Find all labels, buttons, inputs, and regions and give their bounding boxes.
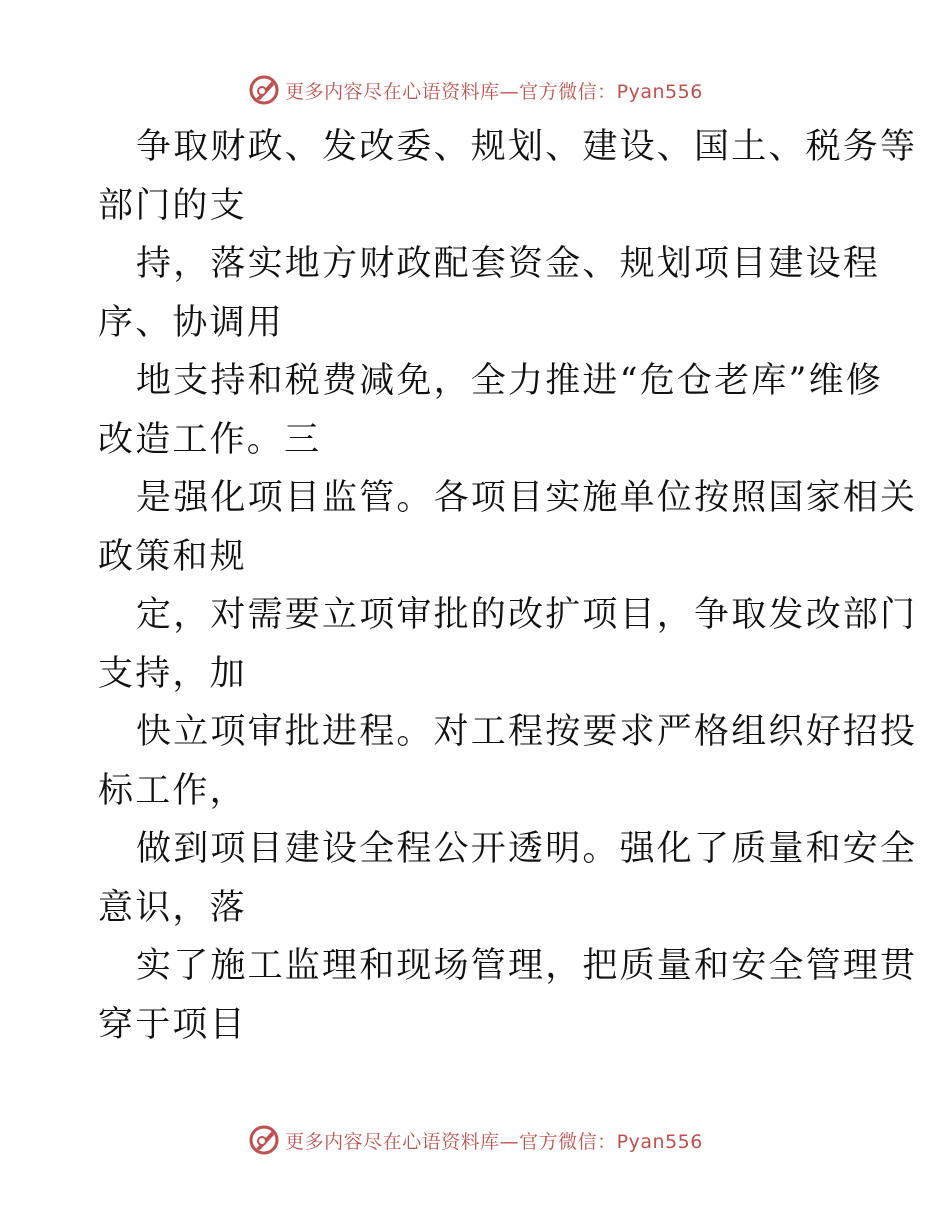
- text-line: 实了施工监理和现场管理，把质量和安全管理贯: [136, 946, 918, 986]
- text-line: 支持，加: [98, 653, 247, 694]
- text-line: 序、协调用: [98, 302, 285, 343]
- document-body: [98, 118, 918, 1054]
- text-line: 穿于项目: [98, 1004, 247, 1045]
- text-line: 快立项审批进程。对工程按要求严格组织好招投: [136, 712, 918, 752]
- text-line: 改造工作。三: [98, 419, 322, 460]
- text-line: 地支持和税费减免，全力推进“危仓老库”维修: [136, 361, 883, 401]
- text-line: 争取财政、发改委、规划、建设、国土、税务等: [136, 127, 918, 167]
- text-line: 做到项目建设全程公开透明。强化了质量和安全: [136, 829, 918, 869]
- text-line: 是强化项目监管。各项目实施单位按照国家相关: [136, 478, 918, 518]
- watermark-text: 更多内容尽在心语资料库—官方微信：Pyan556: [285, 1130, 703, 1153]
- footer-watermark: [0, 1122, 950, 1158]
- quill-logo-icon: [247, 73, 281, 107]
- text-line: 持，落实地方财政配套资金、规划项目建设程: [136, 244, 881, 284]
- text-line: 政策和规: [98, 536, 247, 577]
- text-line: 标工作，: [98, 770, 247, 811]
- text-line: 意识，落: [98, 887, 247, 928]
- header-watermark: [0, 72, 950, 108]
- quill-logo-icon: [247, 1123, 281, 1157]
- watermark-text: 更多内容尽在心语资料库—官方微信：Pyan556: [285, 80, 703, 103]
- text-line: 定，对需要立项审批的改扩项目，争取发改部门: [136, 595, 918, 635]
- text-line: 部门的支: [98, 185, 247, 226]
